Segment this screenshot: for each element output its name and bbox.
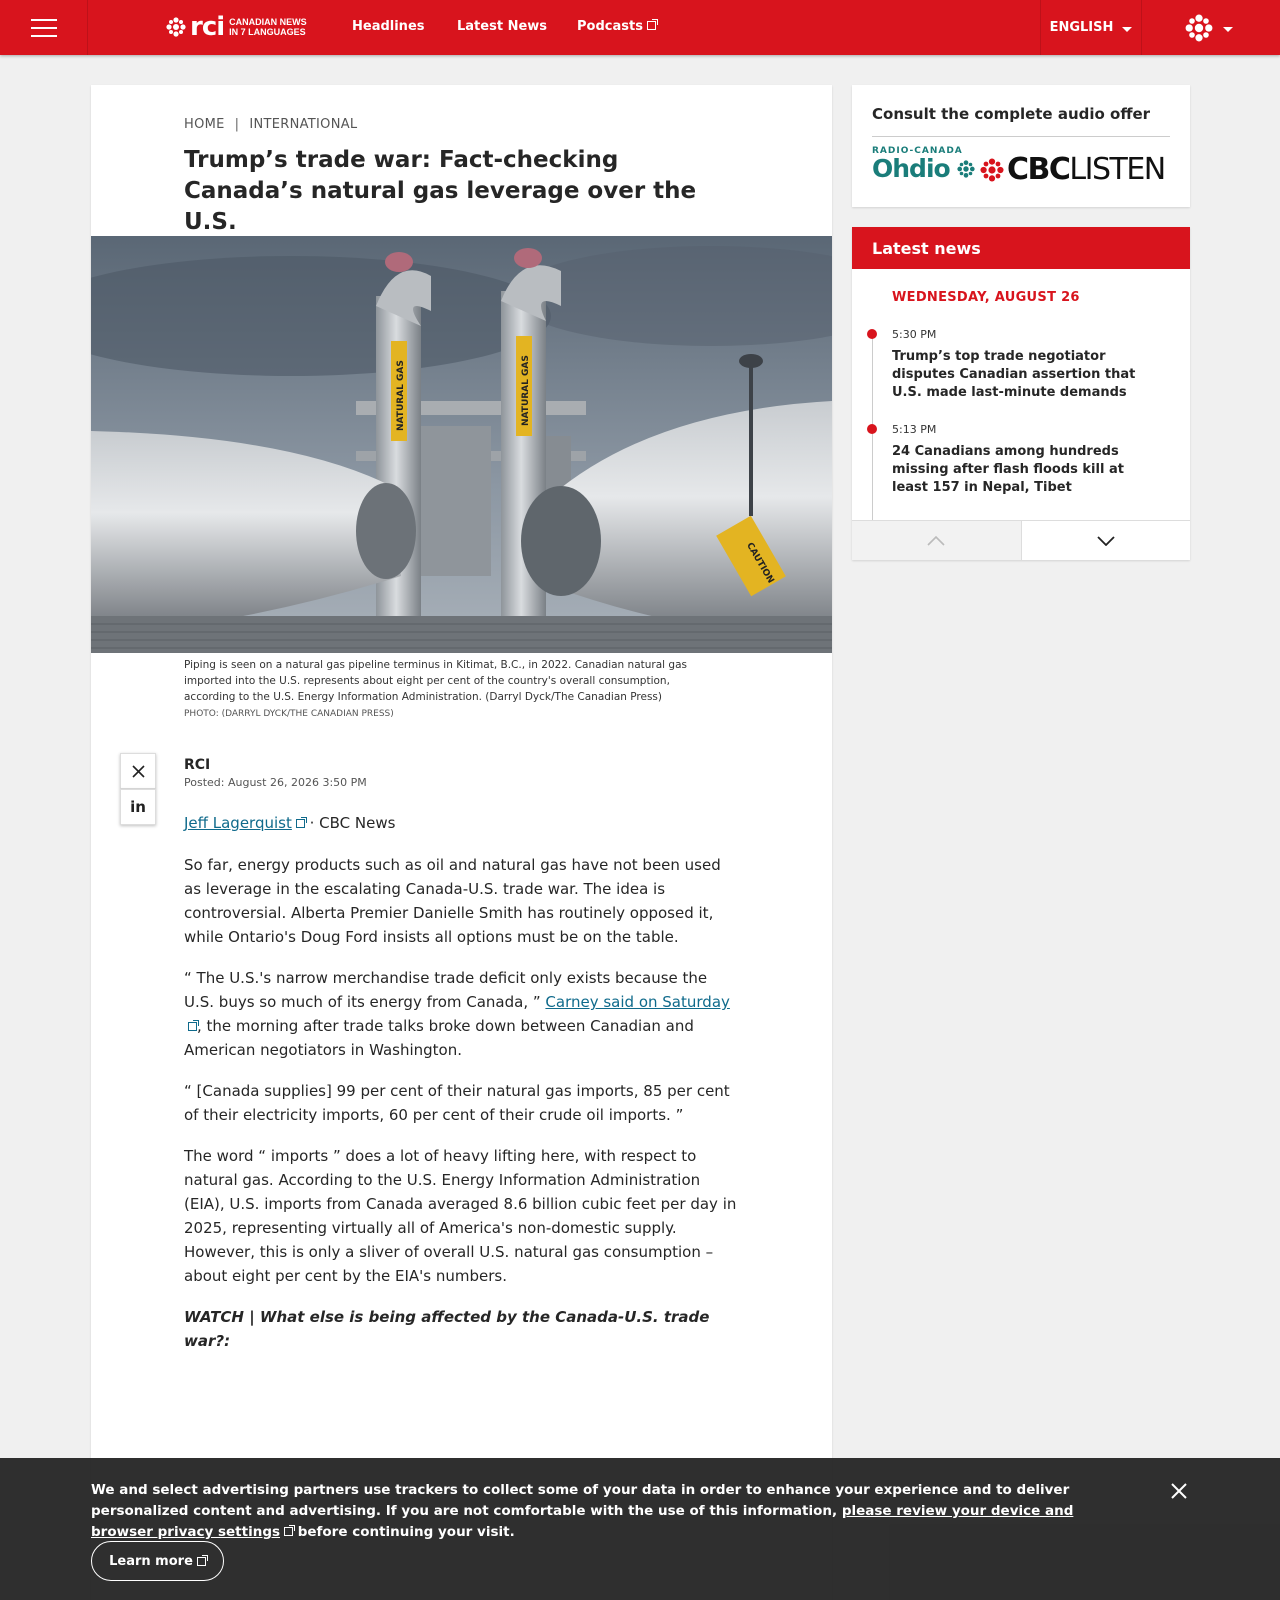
news-headline: Trump’s top trade negotiator disputes Canadian assertion that U.S. made last-minute demands bbox=[892, 349, 1136, 400]
x-twitter-icon bbox=[132, 765, 145, 778]
pipeline-photo bbox=[91, 236, 832, 653]
article-body bbox=[184, 853, 739, 1370]
author-line bbox=[184, 814, 395, 832]
quote-2-text: [Canada supplies] 99 per cent of their natural gas imports, 85 per cent of their electricity imports, 60 per cent of their crude oil imports. bbox=[184, 1082, 730, 1124]
image-caption: Piping is seen on a natural gas pipeline terminus in Kitimat, B.C., in 2022. Canadian natural gas imported into the U.S. represents about eight per cent of the country's overall consumption, according to the U.S. Energy Information Administration. (Darryl Dyck/The Canadian Press) bbox=[184, 659, 687, 703]
top-navigation-bar bbox=[0, 0, 1280, 55]
cookie-message bbox=[91, 1480, 1131, 1543]
external-link-icon bbox=[197, 1557, 206, 1566]
ohdio-small-label: RADIO-CANADA bbox=[872, 146, 963, 156]
share-x-button[interactable] bbox=[120, 753, 156, 789]
ohdio-logo-link[interactable] bbox=[872, 146, 975, 182]
cbc-listen-wordmark bbox=[1007, 152, 1165, 187]
photo-label-caution: CAUTION bbox=[744, 541, 776, 586]
hamburger-icon bbox=[31, 18, 57, 38]
timeline-dot bbox=[867, 329, 877, 339]
paragraph: The word “ imports ” does a lot of heavy lifting here, with respect to natural gas. According to the U.S. Energy Information Administration (EIA), U.S. imports from Canada averaged 8.6 billion cubic feet per day in 2025, representing virtually all of America's non-domestic supply. However, this is only a sliver of overall U.S. natural gas consumption – about eight per cent by the EIA's numbers. bbox=[184, 1147, 737, 1285]
breadcrumb-international[interactable]: INTERNATIONAL bbox=[249, 117, 358, 132]
posted-date: Posted: August 26, 2026 3:50 PM bbox=[184, 776, 367, 789]
close-icon bbox=[1168, 1480, 1190, 1502]
ohdio-wordmark bbox=[872, 156, 975, 182]
language-selector[interactable] bbox=[1040, 0, 1142, 55]
paragraph-quote-2: “ [Canada supplies] 99 per cent of their natural gas imports, 85 per cent of their electricity imports, 60 per cent of their crude oil imports. ” bbox=[184, 1082, 730, 1124]
latest-news-widget bbox=[852, 227, 1190, 560]
share-linkedin-button[interactable] bbox=[120, 789, 156, 825]
paragraph: So far, energy products such as oil and natural gas have not been used as leverage in the escalating Canada-U.S. trade war. The idea is controversial. Alberta Premier Danielle Smith has routinely opposed it, while Ontario's Doug Ford insists all options must be on the table. bbox=[184, 856, 721, 946]
rci-tagline bbox=[229, 17, 307, 37]
divider bbox=[872, 136, 1170, 137]
author-name: Jeff Lagerquist bbox=[184, 814, 292, 832]
news-headline: 24 Canadians among hundreds missing after flash floods kill at least 157 in Nepal, Tibet bbox=[892, 444, 1124, 495]
nav-podcasts-label: Podcasts bbox=[577, 19, 643, 34]
latest-news-pager bbox=[852, 520, 1190, 560]
language-label: ENGLISH bbox=[1049, 20, 1114, 35]
photo-label-natural-gas-left: NATURAL GAS bbox=[396, 360, 406, 431]
article-card bbox=[91, 85, 832, 1600]
chevron-up-icon bbox=[927, 536, 945, 546]
nav-headlines[interactable]: Headlines bbox=[352, 19, 425, 34]
cbc-gem-icon bbox=[957, 160, 975, 178]
nav-latest-news[interactable]: Latest News bbox=[457, 19, 548, 34]
cbc-text: CBC bbox=[1007, 152, 1070, 187]
external-link-icon bbox=[188, 1022, 197, 1031]
learn-more-button[interactable] bbox=[91, 1541, 224, 1581]
watch-heading: WATCH | What else is being affected by the Canada-U.S. trade war?: bbox=[184, 1308, 710, 1350]
scroll-down-button[interactable] bbox=[1022, 521, 1191, 560]
author-link[interactable] bbox=[184, 814, 305, 832]
chevron-down-icon bbox=[1097, 536, 1115, 546]
external-link-icon bbox=[296, 819, 305, 828]
news-time: 5:30 PM bbox=[892, 328, 937, 341]
cbc-gem-icon bbox=[1185, 14, 1213, 42]
rci-wordmark: rci bbox=[190, 12, 225, 42]
chevron-down-icon bbox=[1122, 27, 1132, 32]
carney-link-label: Carney said on Saturday bbox=[545, 993, 730, 1011]
author-outlet: · CBC News bbox=[304, 814, 396, 832]
scroll-up-button[interactable] bbox=[852, 521, 1022, 560]
breadcrumb-home[interactable]: HOME bbox=[184, 117, 225, 132]
latest-news-item[interactable] bbox=[892, 423, 1162, 497]
cookie-banner bbox=[0, 1458, 1280, 1600]
photo-label-natural-gas-right: NATURAL GAS bbox=[521, 355, 531, 426]
news-time: 5:13 PM bbox=[892, 423, 937, 436]
share-buttons bbox=[120, 753, 156, 825]
cbc-gem-icon bbox=[980, 158, 1004, 182]
nav-podcasts[interactable] bbox=[577, 19, 656, 34]
ohdio-text: Ohdio bbox=[872, 154, 950, 183]
hamburger-menu-button[interactable] bbox=[0, 0, 88, 55]
timeline-dot bbox=[867, 424, 877, 434]
article-title: Trump’s trade war: Fact-checking Canada’s natural gas leverage over the U.S. bbox=[184, 147, 697, 235]
cookie-text-end: before continuing your visit. bbox=[293, 1524, 515, 1540]
learn-more-label: Learn more bbox=[109, 1553, 193, 1569]
cbc-listen-logo-link[interactable] bbox=[980, 152, 1165, 187]
audio-offer-card bbox=[852, 85, 1190, 207]
byline bbox=[184, 757, 367, 789]
latest-news-date: WEDNESDAY, AUGUST 26 bbox=[892, 290, 1080, 305]
breadcrumb-separator: | bbox=[234, 117, 240, 132]
audio-offer-title: Consult the complete audio offer bbox=[872, 105, 1151, 123]
external-link-icon bbox=[284, 1527, 293, 1536]
tagline-line-1: CANADIAN NEWS bbox=[229, 17, 307, 27]
privacy-link-label: please review your device and browser privacy settings bbox=[91, 1503, 1074, 1540]
cbc-network-menu-button[interactable] bbox=[1185, 13, 1233, 43]
cookie-text: We and select advertising partners use trackers to collect some of your data in order to enhance your experience and to deliver personalized content and advertising. If you are not comfortable with the use of this information, bbox=[91, 1482, 1070, 1519]
latest-news-title: Latest news bbox=[852, 227, 1190, 269]
article-hero-image bbox=[91, 236, 832, 653]
linkedin-icon: in bbox=[130, 798, 146, 816]
external-link-icon bbox=[647, 21, 656, 30]
quote-text: “ The U.S.'s narrow merchandise trade deficit only exists because the U.S. buys so much of its energy from Canada, ” bbox=[184, 969, 708, 1011]
chevron-down-icon bbox=[1223, 27, 1233, 32]
breadcrumb bbox=[184, 117, 357, 132]
cbc-gem-icon bbox=[166, 17, 186, 37]
rci-logo[interactable] bbox=[166, 12, 307, 42]
quote-context: , the morning after trade talks broke down between Canadian and American negotiators in Washington. bbox=[184, 1017, 694, 1059]
paragraph-quote bbox=[184, 966, 739, 1062]
close-banner-button[interactable] bbox=[1168, 1480, 1190, 1502]
tagline-line-2: IN 7 LANGUAGES bbox=[229, 27, 306, 37]
article-source: RCI bbox=[184, 757, 211, 773]
listen-text: LISTEN bbox=[1069, 152, 1165, 187]
photo-credit: PHOTO: (DARRYL DYCK/THE CANADIAN PRESS) bbox=[184, 709, 394, 719]
latest-news-item[interactable] bbox=[892, 328, 1162, 402]
